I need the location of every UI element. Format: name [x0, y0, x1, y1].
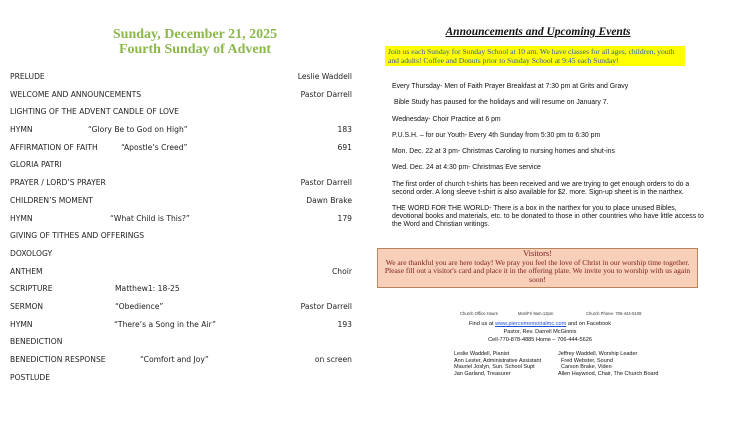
announcement-item: P.U.S.H. – for our Youth- Every 4th Sunday from 5:30 pm to 6:30 pm [392, 131, 601, 139]
worship-item [10, 174, 355, 192]
announcement-item: THE WORD FOR THE WORLD- There is a box in the narthex for you to place unused Bibles, devotional books and materials, etc. to be donated to those in other countries who have little access to the Word and Christian writings. [392, 205, 704, 229]
worship-item-title: POSTLUDE [10, 372, 51, 382]
worship-item-title: DOXOLOGY [10, 248, 53, 258]
worship-item [10, 103, 355, 121]
announcement-item: Bible Study has paused for the holidays and will resume on January 7. [394, 99, 609, 107]
worship-item-title: BENEDICTION [10, 337, 63, 347]
worship-item-leader: Dawn Brake [306, 195, 352, 205]
staff-member: Leslie Waddell, Pianist [454, 351, 510, 357]
worship-item-detail: “Obedience” [115, 301, 164, 311]
worship-item-leader: on screen [314, 355, 352, 364]
worship-item [10, 280, 355, 298]
worship-item [10, 210, 355, 228]
worship-item-title: PRAYER / LORD’S PRAYER [10, 178, 106, 188]
worship-item-detail: “Comfort and Joy” [140, 355, 209, 364]
office-hours: Mon/Fri 9am-12pm [518, 311, 554, 316]
worship-item-leader: 193 [337, 319, 352, 329]
worship-item-title: GIVING OF TITHES AND OFFERINGS [10, 231, 145, 241]
worship-item [10, 263, 355, 281]
worship-item [10, 316, 355, 334]
worship-item-detail: Matthew1: 18-25 [115, 284, 180, 294]
staff-member: Jeffrey Waddell, Worship Leader [558, 351, 638, 357]
visitors-heading: Visitors! [523, 249, 552, 258]
order-of-worship [10, 68, 355, 386]
announcements-title: Announcements and Upcoming Events [445, 26, 631, 38]
staff-member: Jan Garland, Treasurer [454, 370, 511, 377]
worship-item [10, 298, 355, 316]
worship-item [10, 227, 355, 245]
worship-item-detail: “Glory Be to God on High” [88, 125, 188, 135]
visitors-box [377, 248, 698, 288]
church-phone: Church Phone- 706-444-5108 [586, 311, 642, 316]
sunday-school-highlight: Join us each Sunday for Sunday School at 10 am. We have classes for all ages, children, youth and adults! Coffee and Donuts prior to Sunday School at 9:45 each Sunday! [385, 46, 685, 66]
worship-item-leader: 183 [337, 125, 352, 135]
contact-block [390, 321, 690, 344]
service-subtitle: Fourth Sunday of Advent [118, 42, 272, 57]
worship-item [10, 192, 355, 210]
staff-member: Fred Webster, Sound [561, 357, 613, 364]
staff-member: Allen Haywood, Chair, The Church Board [558, 370, 659, 377]
worship-item-title: HYMN [10, 319, 33, 329]
worship-item-detail: “What Child is This?” [110, 213, 190, 223]
worship-item-title: AFFIRMATION OF FAITH [10, 142, 98, 152]
worship-item-title: PRELUDE [10, 72, 45, 81]
pastor-phone: Cell-770-878-4885 Home – 706-444-5626 [488, 336, 592, 343]
announcement-item: The first order of church t-shirts has been received and we are trying to get enough orders to do a second order. A long sleeve t-shirt is also available for $2. more. Sign-up sheet is in the narthex. [392, 180, 690, 196]
worship-item-title: WELCOME AND ANNOUNCEMENTS [10, 89, 142, 99]
website-link[interactable]: www.piercememorialmc.com [495, 321, 567, 327]
worship-item-title: HYMN [10, 213, 33, 223]
find-us-line [390, 321, 690, 329]
find-prefix: Find us at [468, 321, 494, 327]
worship-item-title: SCRIPTURE [10, 284, 53, 294]
worship-item [10, 86, 355, 104]
staff-list-left [454, 351, 541, 377]
worship-item-leader: Pastor Darrell [300, 178, 352, 188]
worship-item [10, 333, 355, 351]
staff-member: Carson Brake, Video [561, 364, 612, 370]
worship-item [10, 68, 355, 86]
announcement-item: Wednesday- Choir Practice at 6 pm [392, 115, 501, 123]
worship-item-leader: Pastor Darrell [300, 89, 352, 99]
worship-item-detail: “Apostle’s Creed” [121, 142, 188, 152]
worship-item-leader: 179 [337, 213, 352, 223]
worship-item-leader: Pastor Darrell [300, 301, 352, 311]
staff-member: Ann Lester, Administrative Assistant [454, 357, 542, 364]
service-date: Sunday, December 21, 2025 [112, 27, 278, 42]
worship-item [10, 351, 355, 369]
worship-item [10, 121, 355, 139]
worship-item-title: ANTHEM [10, 266, 43, 276]
staff-member: Mauriel Joslyn, Sun. School Supt [454, 364, 535, 370]
worship-item [10, 369, 355, 387]
worship-item-title: SERMON [10, 301, 44, 311]
find-suffix: and on Facebook [567, 321, 612, 327]
worship-item-title: BENEDICTION RESPONSE [10, 355, 106, 364]
worship-item-detail: “There’s a Song in the Air” [114, 319, 216, 329]
worship-item-title: CHILDREN’S MOMENT [10, 195, 93, 205]
office-hours-label: Church Office Hours [460, 311, 498, 316]
worship-item-title: GLORIA PATRI [10, 160, 62, 170]
announcement-item: Wed. Dec. 24 at 4:30 pm- Christmas Eve service [392, 164, 541, 172]
announcement-item: Every Thursday- Men of Faith Prayer Breakfast at 7:30 pm at Grits and Gravy [392, 83, 629, 90]
announcements-list [392, 83, 704, 237]
worship-item [10, 139, 355, 157]
announcement-item: Mon. Dec. 22 at 3 pm- Christmas Caroling to nursing homes and shut-ins [392, 148, 615, 156]
worship-item-leader: 691 [337, 142, 352, 152]
pastor-line: Pastor, Rev. Darrell McGinnis [503, 328, 577, 335]
worship-item-title: HYMN [10, 125, 33, 135]
visitors-text: We are thankful you are here today! We pray you feel the love of Christ in our worship time together. Please fill out a visitor's card and place it in the offering plate. We invite you to worship with us again soon! [384, 257, 691, 285]
worship-item [10, 245, 355, 263]
staff-list-right [558, 351, 658, 377]
worship-item-title: LIGHTING OF THE ADVENT CANDLE OF LOVE [10, 107, 179, 117]
worship-item-leader: Leslie Waddell [297, 72, 352, 81]
worship-item [10, 156, 355, 174]
worship-item-leader: Choir [332, 266, 352, 276]
